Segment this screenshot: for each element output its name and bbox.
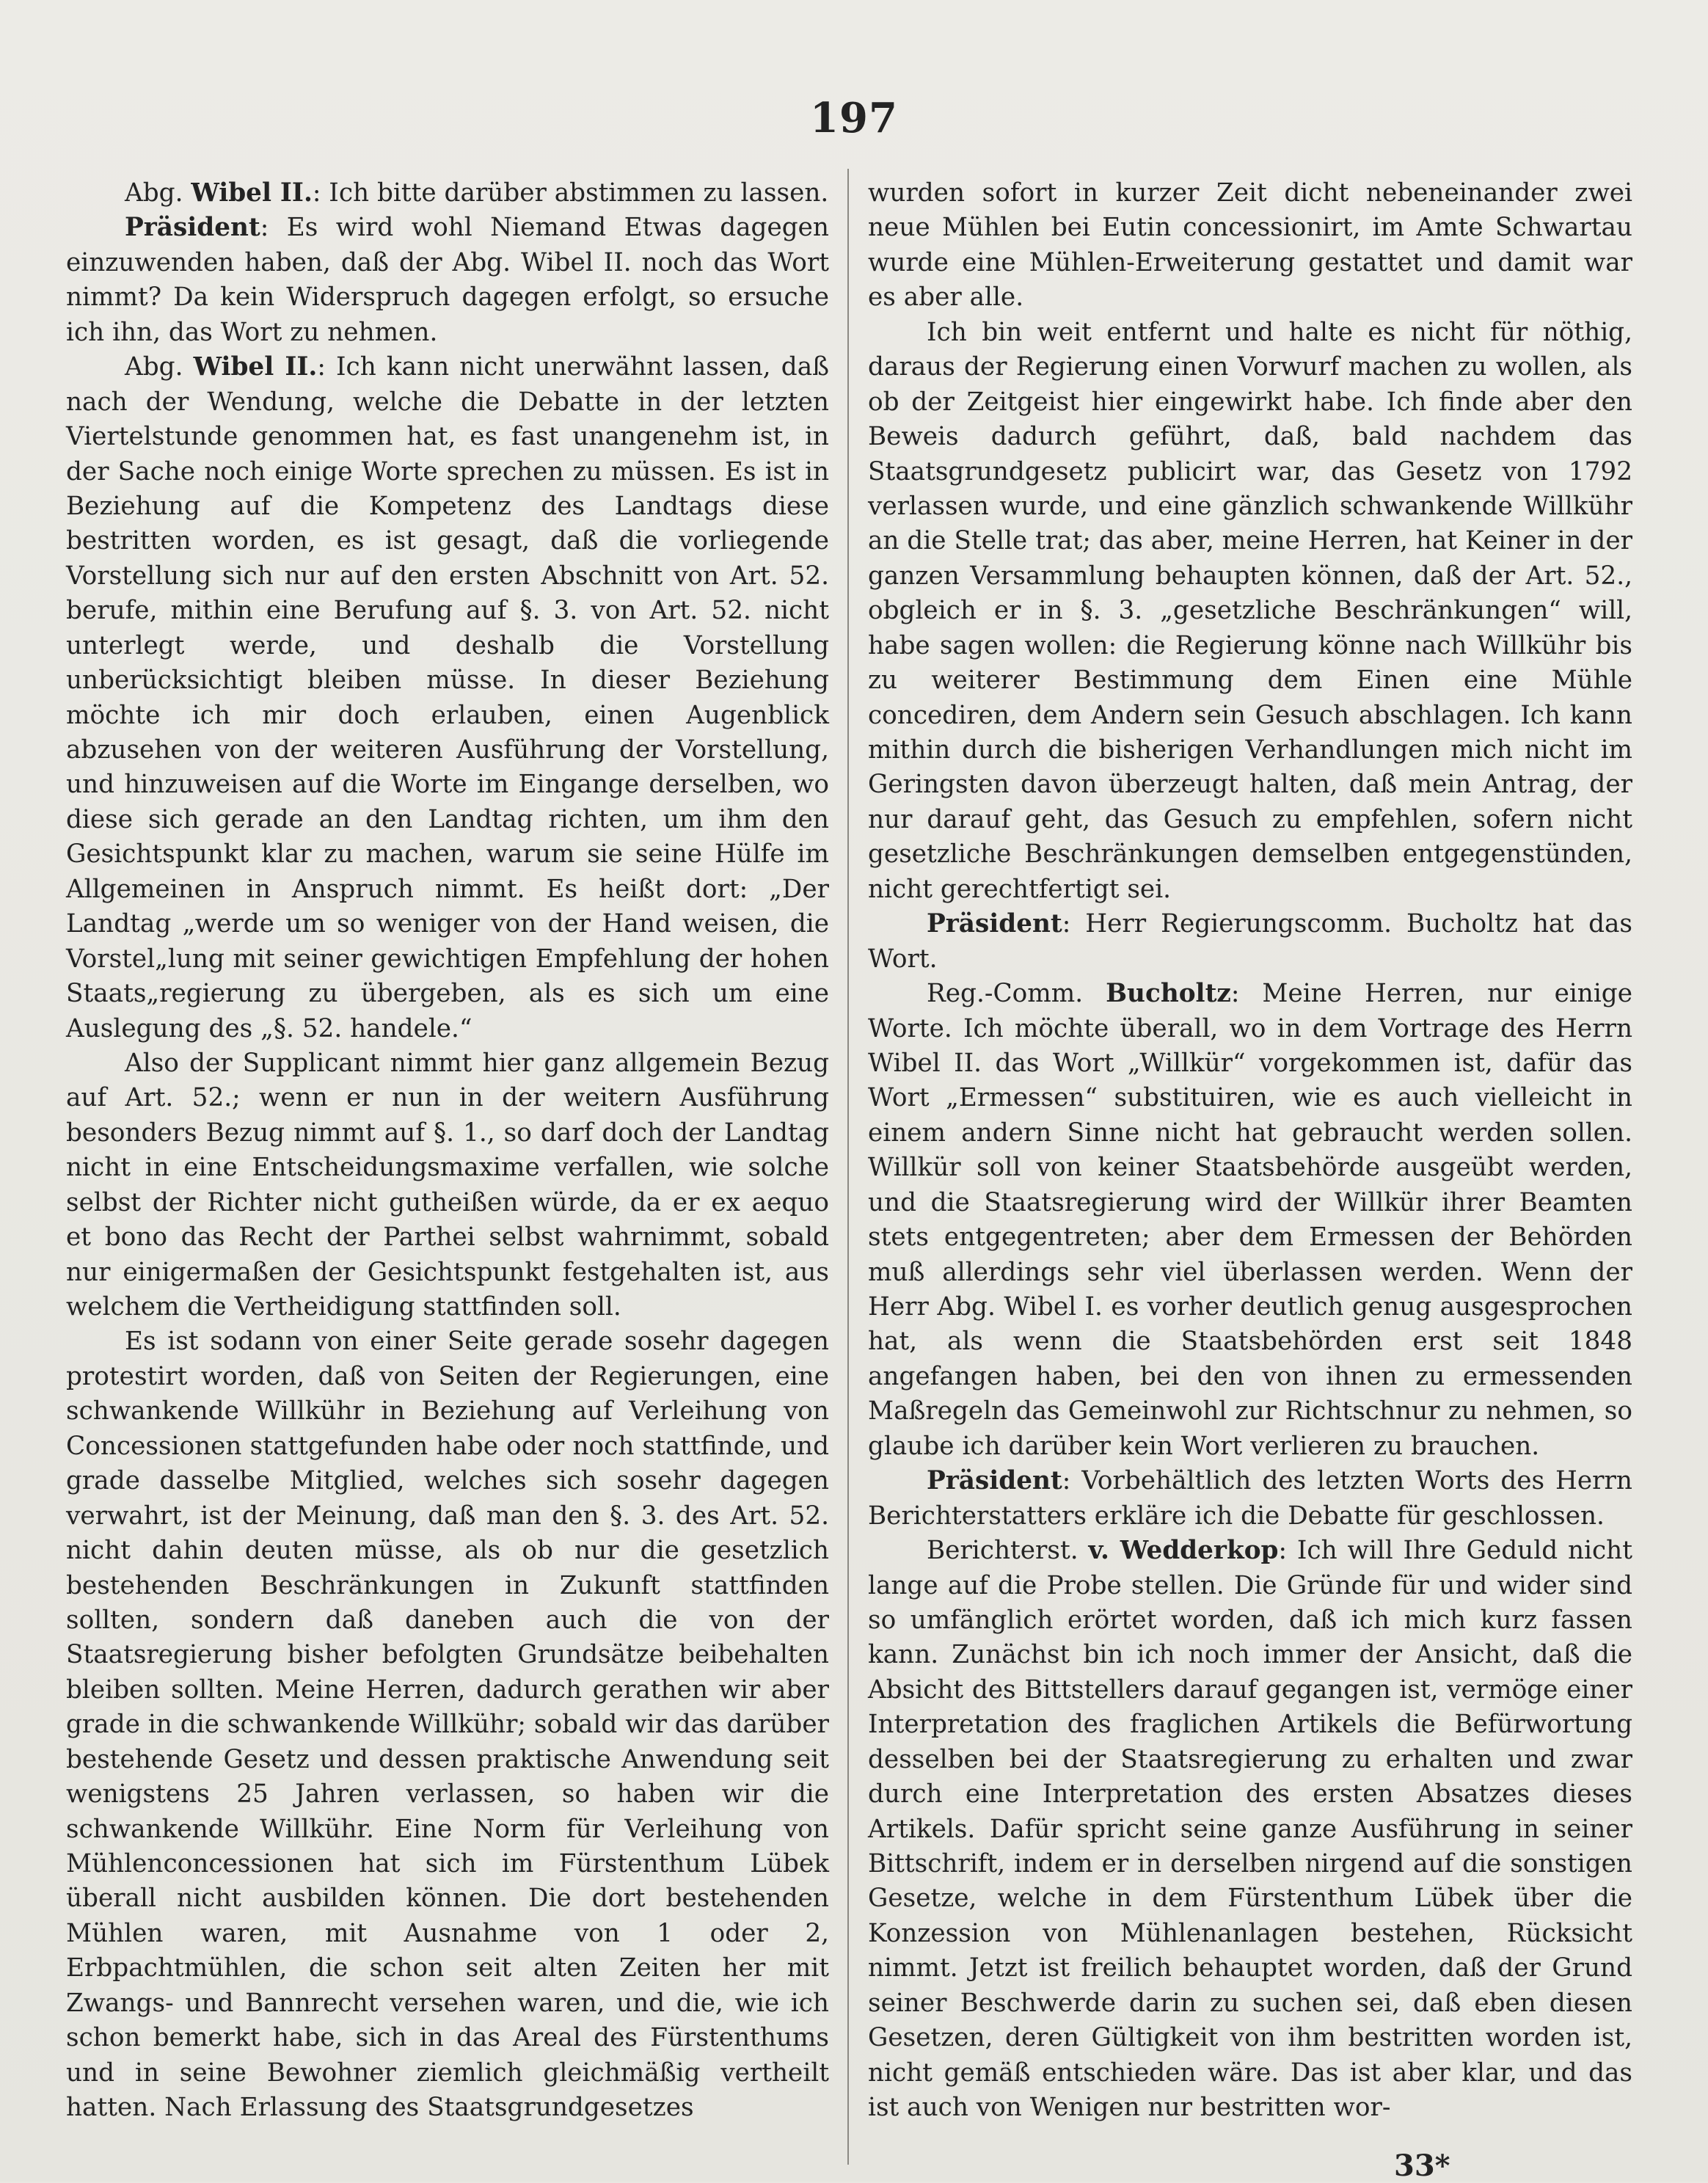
column-divider	[847, 169, 849, 2165]
speaker-name: Bucholtz	[1106, 979, 1231, 1009]
paragraph	[868, 977, 1632, 1464]
speaker-name: Präsident	[125, 213, 260, 243]
paragraph	[66, 350, 829, 1046]
right-column	[868, 176, 1632, 2126]
page-number: 197	[810, 94, 898, 142]
speaker-title: Reg.-Comm.	[927, 979, 1106, 1009]
paragraph-text: : Es wird wohl Niemand Etwas dagegen einzuwenden haben, daß der Abg. Wibel II. noch das Wort nimmt? Da kein Widerspruch dagegen erfolgt, so ersuche ich ihn, das Wort zu nehmen.	[66, 213, 829, 347]
paragraph	[66, 211, 829, 350]
speaker-title: Berichterst.	[927, 1536, 1089, 1566]
speaker-title: Abg.	[125, 352, 194, 382]
paragraph	[868, 1464, 1632, 1534]
paragraph-text: : Vorbehältlich des letzten Worts des Herrn Berichterstatters erkläre ich die Debatte für geschlossen.	[868, 1466, 1632, 1531]
paragraph-text: : Meine Herren, nur einige Worte. Ich möchte überall, wo in dem Vortrage des Herrn Wibel II. das Wort „Willkür“ vorgekommen ist, dafür das Wort „Ermessen“ substituiren, wie es auch vielleicht in einem andern Sinne nicht hat gebraucht werden sollen. Willkür soll von keiner Staatsbehörde ausgeübt werden, und die Staatsregierung wird der Willkür ihrer Beamten stets entgegentreten; aber dem Ermessen der Behörden muß allerdings sehr viel überlassen werden. Wenn der Herr Abg. Wibel I. es vorher deutlich genug ausgesprochen hat, als wenn die Staatsbehörden erst seit 1848 angefangen haben, bei den von ihnen zu ermessenden Maßregeln das Gemeinwohl zur Richtschnur zu nehmen, so glaube ich darüber kein Wort verlieren zu brauchen.	[868, 979, 1632, 1461]
paragraph-text: Also der Supplicant nimmt hier ganz allgemein Bezug auf Art. 52.; wenn er nun in der weitern Ausführung besonders Bezug nimmt auf §. 1., so darf doch der Landtag nicht in eine Entscheidungsmaxime verfallen, wie solche selbst der Richter nicht gutheißen würde, da er ex aequo et bono das Recht der Parthei selbst wahrnimmt, sobald nur einigermaßen der Gesichtspunkt festgehalten ist, aus welchem die Vertheidigung stattfinden soll.	[66, 1048, 829, 1322]
speaker-name: Präsident	[927, 1466, 1062, 1496]
speaker-name: v. Wedderkop	[1088, 1536, 1279, 1566]
paragraph	[66, 176, 829, 211]
paragraph-text: wurden sofort in kurzer Zeit dicht nebeneinander zwei neue Mühlen bei Eutin concessionirt, im Amte Schwartau wurde eine Mühlen-Erweiterung gestattet und damit war es aber alle.	[868, 178, 1632, 313]
paragraph-text: : Ich will Ihre Geduld nicht lange auf die Probe stellen. Die Gründe für und wider sind so umfänglich erörtet worden, daß ich mich kurz fassen kann. Zunächst bin ich noch immer der Ansicht, daß die Absicht des Bittstellers darauf gegangen ist, vermöge einer Interpretation des fraglichen Artikels die Befürwortung desselben bei der Staatsregierung zu erhalten und zwar durch eine Interpretation des ersten Absatzes dieses Artikels. Dafür spricht seine ganze Ausführung in seiner Bittschrift, indem er in derselben nirgend auf die sonstigen Gesetze, welche in dem Fürstenthum Lübek über die Konzession von Mühlenanlagen bestehen, Rücksicht nimmt. Jetzt ist freilich behauptet worden, daß der Grund seiner Beschwerde darin zu suchen sei, daß eben diesen Gesetzen, deren Gültigkeit von ihm bestritten worden ist, nicht gemäß entschieden wäre. Das ist aber klar, und das ist auch von Wenigen nur bestritten wor-	[868, 1536, 1632, 2123]
paragraph	[66, 1324, 829, 2125]
speaker-name: Wibel II.	[193, 352, 318, 382]
speaker-title: Abg.	[125, 178, 191, 208]
paragraph-text: Es ist sodann von einer Seite gerade sosehr dagegen protestirt worden, daß von Seiten der Regierungen, eine schwankende Willkühr in Beziehung auf Verleihung von Concessionen stattgefunden habe oder noch stattfinde, und grade dasselbe Mitglied, welches sich sosehr dagegen verwahrt, ist der Meinung, daß man den §. 3. des Art. 52. nicht dahin deuten müsse, als ob nur die gesetzlich bestehenden Beschränkungen in Zukunft stattfinden sollten, sondern daß daneben auch die von der Staatsregierung bisher befolgten Grundsätze beibehalten bleiben sollten. Meine Herren, dadurch gerathen wir aber grade in die schwankende Willkühr; sobald wir das darüber bestehende Gesetz und dessen praktische Anwendung seit wenigstens 25 Jahren verlassen, so haben wir die schwankende Willkühr. Eine Norm für Verleihung von Mühlenconcessionen hat sich im Fürstenthum Lübek überall nicht ausbilden können. Die dort bestehenden Mühlen waren, mit Ausnahme von 1 oder 2, Erbpachtmühlen, die schon seit alten Zeiten her mit Zwangs- und Bannrecht versehen waren, und die, wie ich schon bemerkt habe, sich in das Areal des Fürstenthums und in seine Bewohner ziemlich gleichmäßig vertheilt hatten. Nach Erlassung des Staatsgrundgesetzes	[66, 1327, 829, 2123]
paragraph-text: : Ich kann nicht unerwähnt lassen, daß nach der Wendung, welche die Debatte in der letzten Viertelstunde genommen hat, es fast unangenehm ist, in der Sache noch einige Worte sprechen zu müssen. Es ist in Beziehung auf die Kompetenz des Landtags diese bestritten worden, es ist gesagt, daß die vorliegende Vorstellung sich nur auf den ersten Abschnitt von Art. 52. berufe, mithin eine Berufung auf §. 3. von Art. 52. nicht unterlegt werde, und deshalb die Vorstellung unberücksichtigt bleiben müsse. In dieser Beziehung möchte ich mir doch erlauben, einen Augenblick abzusehen von der weiteren Ausführung der Vorstellung, und hinzuweisen auf die Worte im Eingange derselben, wo diese sich gerade an den Landtag richten, um ihm den Gesichtspunkt klar zu machen, warum sie seine Hülfe im Allgemeinen in Anspruch nimmt. Es heißt dort: „Der Landtag „werde um so weniger von der Hand weisen, die Vorstel„lung mit seiner gewichtigen Empfehlung der hohen Staats„regierung zu übergeben, als es sich um eine Auslegung des „§. 52. handele.“	[66, 352, 830, 1043]
paragraph-text: : Herr Regierungscomm. Bucholtz hat das Wort.	[868, 909, 1632, 974]
speaker-name: Wibel II.	[191, 178, 313, 208]
signature-mark: 33*	[1394, 2149, 1450, 2183]
paragraph	[868, 316, 1632, 907]
left-column	[66, 176, 829, 2126]
paragraph	[868, 1534, 1632, 2125]
paragraph-text: Ich bin weit entfernt und halte es nicht für nöthig, daraus der Regierung einen Vorwurf machen zu wollen, als ob der Zeitgeist hier eingewirkt habe. Ich finde aber den Beweis dadurch geführt, daß, bald nachdem das Staatsgrundgesetz publicirt war, das Gesetz von 1792 verlassen wurde, und eine gänzlich schwankende Willkühr an die Stelle trat; das aber, meine Herren, hat Keiner in der ganzen Versammlung behaupten können, daß der Art. 52., obgleich er in §. 3. „gesetzliche Beschränkungen“ will, habe sagen wollen: die Regierung könne nach Willkühr bis zu weiterer Bestimmung dem Einen eine Mühle concediren, dem Andern sein Gesuch abschlagen. Ich kann mithin durch die bisherigen Verhandlungen mich nicht im Geringsten davon überzeugt halten, daß mein Antrag, der nur darauf geht, das Gesuch zu empfehlen, sofern nicht gesetzliche Beschränkungen demselben entgegenstünden, nicht gerechtfertigt sei.	[868, 317, 1632, 904]
paragraph	[66, 1046, 829, 1325]
paragraph	[868, 907, 1632, 977]
speaker-name: Präsident	[927, 909, 1062, 939]
paragraph-text: : Ich bitte darüber abstimmen zu lassen.	[312, 178, 829, 208]
paragraph	[868, 176, 1632, 316]
